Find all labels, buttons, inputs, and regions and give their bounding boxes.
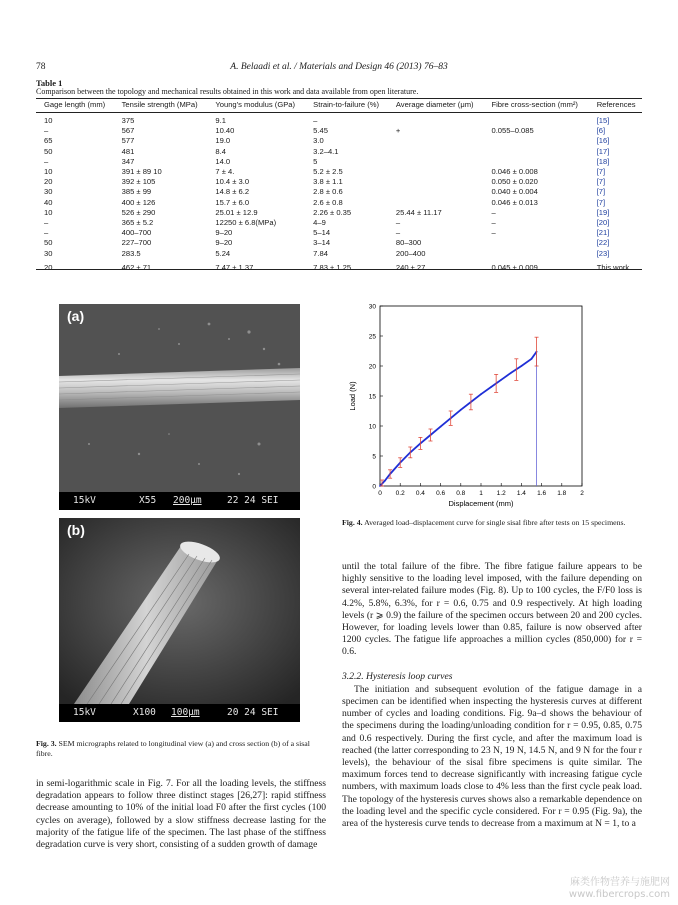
sem-image-longitudinal: [59, 304, 300, 510]
table-cell: 14.0: [215, 156, 231, 166]
left-column-paragraph: in semi-logarithmic scale in Fig. 7. For all the loading levels, the stiffness degradation appears to follow three distinct stages [26,27]: rapid stiffness decrease amounting to 10% of the initial load F0 after the first cycles (100 cycles on average), followed by a slow stiffness decrease lasting for the majority of the fatigue life of the specimen. The last phase of the stiffness degradation curve is very short, consisting of a sudden growth of damage: [36, 778, 326, 851]
table-reference-cell[interactable]: [16]: [596, 136, 610, 146]
table-row: [36, 147, 642, 157]
table-cell: 10: [44, 167, 53, 177]
fig4-caption: [342, 518, 642, 528]
table-cell: 8.4: [215, 146, 226, 156]
x-tick-label: 1.8: [557, 490, 567, 497]
table-cell: [388, 198, 484, 208]
sem-image-cross-section: [59, 518, 300, 722]
series-point: [521, 365, 523, 367]
table-cell: 7.84: [313, 248, 328, 258]
table-cell: 0.050 ± 0.020: [491, 177, 538, 187]
x-tick-label: 1.6: [537, 490, 547, 497]
table-cell: 10.40: [215, 126, 235, 136]
table-row: [36, 177, 642, 187]
table-cell: 9–20: [215, 228, 233, 238]
fig4-caption-label: Fig. 4.: [342, 518, 363, 527]
table-column-header: Average diameter (μm): [395, 100, 474, 109]
table-cell: 3.0: [313, 136, 324, 146]
table-cell: 80–300: [395, 238, 422, 248]
table-cell: [483, 136, 588, 146]
watermark: [569, 877, 670, 901]
table-cell: 391 ± 89 10: [121, 167, 162, 177]
page-number: 78: [36, 62, 46, 72]
sem-id-a: 22 24 SEI: [227, 495, 279, 506]
table-cell: 365 ± 5.2: [121, 218, 154, 228]
table-cell: [388, 167, 484, 177]
table-cell: 5–14: [313, 228, 331, 238]
table-cell: 240 ± 27: [395, 262, 426, 272]
comparison-table: [36, 98, 642, 273]
series-point: [500, 379, 502, 381]
watermark-line-1: 麻类作物营养与施肥网: [570, 877, 670, 888]
table-row: [36, 238, 642, 248]
table-bottom-rule: [36, 269, 642, 270]
table-reference-cell[interactable]: [7]: [596, 197, 606, 207]
left-column-text: [36, 778, 326, 851]
table-cell: 2.6 ± 0.8: [313, 197, 343, 207]
right-column-paragraph-2: The initiation and subsequent evolution of the fatigue damage in a specimen can be identified when inspecting the hysteresis curves at different number of cycles and loading conditions. Fig. 9a–d shows the behaviour of the specimens during the loading/unloading condition for r = 0.95, 0.85, 0.75 and 0.6 respectively. During the first cycle, and after the maximum load is reached (the latter corresponding to 23 N, 19 N, 14.5 N, and 9 N for the four r levels), the behaviour of the sisal fibre specimens is quite similar. The maximum forces tend to decrease significantly with increasing fatigue cycle numbers, with maximum loads close to 4% less than the first cycle peak load. The topology of the hysteresis curves shows also a remarkable dependence on the loading level and the specific cycle considered. For r = 0.95 (Fig. 9a), the area of the hysteresis curve tends to decrease from a maximum at N = 1, to a: [342, 683, 642, 830]
table-cell: 9–20: [215, 238, 233, 248]
table-column-header: Gage length (mm): [44, 100, 106, 109]
load-displacement-chart: [346, 298, 596, 508]
table-cell: 10.4 ± 3.0: [215, 177, 250, 187]
table-row: [36, 126, 642, 136]
right-column-paragraph-1: until the total failure of the fibre. The fibre fatigue failure appears to be highly sensitive to the loading level imposed, with the failure depending on several inter-related failure modes (Fig. 8). Up to 100 cycles, the F/F0 loss is 4.2%, 5.8%, 6.3%, for r = 0.6, 0.75 and 0.9 respectively. At high loading levels (r ⩾ 0.9) the failure of the specimen occurs between 20 and 200 cycles. However, for loading levels lower than 0.85, failure is now observed after 1200 cycles. The fatigue life approaches a million cycles (850,000) for r = 0.6.: [342, 561, 642, 658]
table-cell: –: [395, 228, 401, 238]
table-cell: 577: [121, 136, 135, 146]
table-column-header: Fibre cross-section (mm²): [491, 100, 578, 109]
table-cell: 347: [121, 156, 135, 166]
table-reference-cell: This work: [596, 262, 630, 272]
fig3-caption-label: Fig. 3.: [36, 739, 57, 748]
table-cell: 5.2 ± 2.5: [313, 167, 343, 177]
table-reference-cell[interactable]: [20]: [596, 218, 610, 228]
section-heading: 3.2.2. Hysteresis loop curves: [342, 670, 453, 682]
sem-magnification-b: X100: [133, 707, 156, 718]
table-cell: 283.5: [121, 248, 141, 258]
table-cell: 40: [44, 197, 53, 207]
table-cell: 10: [44, 207, 53, 217]
table-cell: 3.8 ± 1.1: [313, 177, 343, 187]
table-cell: 7.47 ± 1.37: [215, 262, 254, 272]
table-cell: 0.045 ± 0.009: [491, 262, 538, 272]
table-cell: 567: [121, 126, 135, 136]
table-row: [36, 112, 642, 126]
chart-frame: [380, 306, 582, 486]
series-line: [380, 352, 537, 486]
table-row: [36, 198, 642, 208]
table-cell: 9.1: [215, 116, 226, 125]
table-cell: –: [491, 207, 496, 217]
table-reference-cell[interactable]: [17]: [596, 146, 610, 156]
series-point: [490, 386, 492, 388]
series-point: [460, 409, 462, 411]
table-cell: 50: [44, 238, 53, 248]
table-reference-cell[interactable]: [22]: [596, 238, 610, 248]
watermark-line-2: www.fibercrops.com: [568, 889, 670, 900]
table-cell: 375: [121, 116, 135, 125]
table-cell: [483, 238, 588, 248]
table-cell: [388, 112, 484, 126]
table-reference-cell[interactable]: [7]: [596, 177, 606, 187]
sem-fibre-cross-section-graphic: [59, 518, 300, 704]
table-cell: 0.046 ± 0.013: [491, 197, 538, 207]
table-cell: 4–9: [313, 218, 326, 228]
table-cell: 400–700: [121, 228, 152, 238]
table-cell: +: [395, 126, 401, 136]
table-cell: 227–700: [121, 238, 152, 248]
table-cell: 0.040 ± 0.004: [491, 187, 538, 197]
x-tick-label: 0.6: [436, 490, 446, 497]
table-row: [36, 136, 642, 146]
table-cell: 526 ± 290: [121, 207, 156, 217]
y-tick-label: 15: [368, 393, 376, 401]
y-tick-label: 25: [368, 333, 376, 341]
table-cell: 30: [44, 248, 53, 258]
x-tick-label: 1.2: [496, 490, 506, 497]
table-row: [36, 157, 642, 167]
table-cell: 19.0: [215, 136, 231, 146]
table-cell: 25.44 ± 11.17: [395, 207, 442, 217]
running-title: A. Belaadi et al. / Materials and Design 46 (2013) 76–83: [230, 62, 448, 72]
table-cell: [388, 157, 484, 167]
table-row: [36, 249, 642, 259]
sem-scale-a: 200μm: [173, 495, 202, 506]
table-cell: –: [395, 218, 401, 228]
table-cell: 3.2–4.1: [313, 146, 339, 156]
table-column-header: Young's modulus (GPa): [215, 100, 296, 109]
table-cell: [483, 249, 588, 259]
table-reference-cell[interactable]: [6]: [596, 126, 606, 136]
table-cell: 2.8 ± 0.6: [313, 187, 343, 197]
table-cell: –: [44, 126, 49, 136]
table-reference-cell[interactable]: [19]: [596, 207, 610, 217]
panel-label-a: (a): [67, 308, 85, 324]
table-row: [36, 228, 642, 238]
table-cell: 5.24: [215, 248, 231, 258]
table-body: [36, 112, 642, 273]
table-cell: [388, 147, 484, 157]
sem-info-bar-b: [59, 704, 300, 722]
series-point: [480, 393, 482, 395]
table-cell: 0.046 ± 0.008: [491, 167, 538, 177]
table-reference-cell[interactable]: [18]: [596, 156, 610, 166]
chart-plot-area: [369, 303, 584, 497]
table-cell: –: [491, 228, 496, 238]
sem-fibre-longitudinal-graphic: [59, 304, 300, 492]
table-reference-cell[interactable]: [21]: [596, 228, 610, 238]
table-cell: [483, 157, 588, 167]
table-column-header: References: [596, 100, 636, 109]
table-cell: 462 ± 71: [121, 262, 152, 272]
table-cell: 5.45: [313, 126, 328, 136]
series-point: [510, 372, 512, 374]
x-tick-label: 1.4: [516, 490, 526, 497]
sem-voltage-b: 15kV: [73, 707, 96, 718]
table-cell: –: [44, 156, 49, 166]
series-point: [531, 358, 533, 360]
table-cell: [388, 177, 484, 187]
sem-info-bar-a: [59, 492, 300, 510]
table-cell: 7.83 ± 1.25: [313, 262, 352, 272]
table-cell: 392 ± 105: [121, 177, 156, 187]
table-cell: –: [44, 228, 49, 238]
fig3-caption: [36, 739, 326, 759]
table-caption: Comparison between the topology and mechanical results obtained in this work and data available from open literature.: [36, 87, 419, 96]
sem-id-b: 20 24 SEI: [227, 707, 279, 718]
fig4-caption-text: Averaged load–displacement curve for single sisal fibre after tests on 15 specimens.: [364, 518, 626, 527]
table-cell: 0.055–0.085: [491, 126, 534, 136]
table-cell: –: [313, 116, 318, 125]
table-row: [36, 259, 642, 273]
table-cell: 30: [44, 187, 53, 197]
table-title: Table 1: [36, 78, 63, 88]
table-header-rule: [36, 112, 642, 113]
right-column-text: [342, 561, 642, 830]
x-tick-label: 0.4: [415, 490, 425, 497]
table-cell: 15.7 ± 6.0: [215, 197, 250, 207]
table-reference-cell[interactable]: [15]: [596, 116, 610, 125]
table-cell: [388, 136, 484, 146]
table-cell: [388, 187, 484, 197]
series-point: [384, 480, 386, 482]
table-column-header: Strain-to-failure (%): [313, 100, 380, 109]
table-reference-cell[interactable]: [7]: [596, 187, 606, 197]
table-column-header: Tensile strength (MPa): [121, 100, 198, 109]
series-point: [440, 426, 442, 428]
sem-scale-b: 100μm: [171, 707, 200, 718]
x-tick-label: 1: [479, 490, 483, 497]
table-row: [36, 167, 642, 177]
x-tick-label: 2: [580, 490, 584, 497]
table-cell: 200–400: [395, 248, 426, 258]
fig3-caption-text: SEM micrographs related to longitudinal view (a) and cross section (b) of a sisal fibre.: [36, 739, 310, 758]
table-cell: 385 ± 99: [121, 187, 152, 197]
x-tick-label: 0.8: [456, 490, 466, 497]
table-cell: 3–14: [313, 238, 331, 248]
chart-y-axis-label: Load (N): [348, 381, 357, 411]
y-tick-label: 5: [372, 453, 376, 461]
y-tick-label: 30: [368, 303, 376, 311]
table-cell: 65: [44, 136, 53, 146]
table-reference-cell[interactable]: [23]: [596, 248, 610, 258]
table-cell: –: [491, 218, 496, 228]
table-cell: 2.26 ± 0.35: [313, 207, 352, 217]
table-cell: 14.8 ± 6.2: [215, 187, 250, 197]
table-cell: 7 ± 4.: [215, 167, 235, 177]
table-row: [36, 208, 642, 218]
panel-label-b: (b): [67, 522, 85, 538]
table-cell: 20: [44, 262, 53, 272]
sem-magnification-a: X55: [139, 495, 157, 506]
chart-x-axis-label: Displacement (mm): [448, 499, 514, 508]
table-cell: 25.01 ± 12.9: [215, 207, 258, 217]
table-cell: –: [44, 218, 49, 228]
table-cell: 400 ± 126: [121, 197, 156, 207]
table-header-row: [36, 98, 642, 112]
table-cell: 481: [121, 146, 135, 156]
sem-voltage-a: 15kV: [73, 495, 96, 506]
table-cell: 50: [44, 146, 53, 156]
table-cell: 20: [44, 177, 53, 187]
table-cell: [483, 147, 588, 157]
table-row: [36, 218, 642, 228]
table-cell: 12250 ± 6.8(MPa): [215, 218, 277, 228]
x-tick-label: 0.2: [395, 490, 405, 497]
y-tick-label: 20: [368, 363, 376, 371]
table-cell: 10: [44, 116, 53, 125]
table-reference-cell[interactable]: [7]: [596, 167, 606, 177]
y-tick-label: 0: [372, 483, 376, 491]
table-cell: [483, 112, 588, 126]
table-row: [36, 187, 642, 197]
y-tick-label: 10: [368, 423, 376, 431]
x-tick-label: 0: [378, 490, 382, 497]
table-cell: 5: [313, 156, 318, 166]
